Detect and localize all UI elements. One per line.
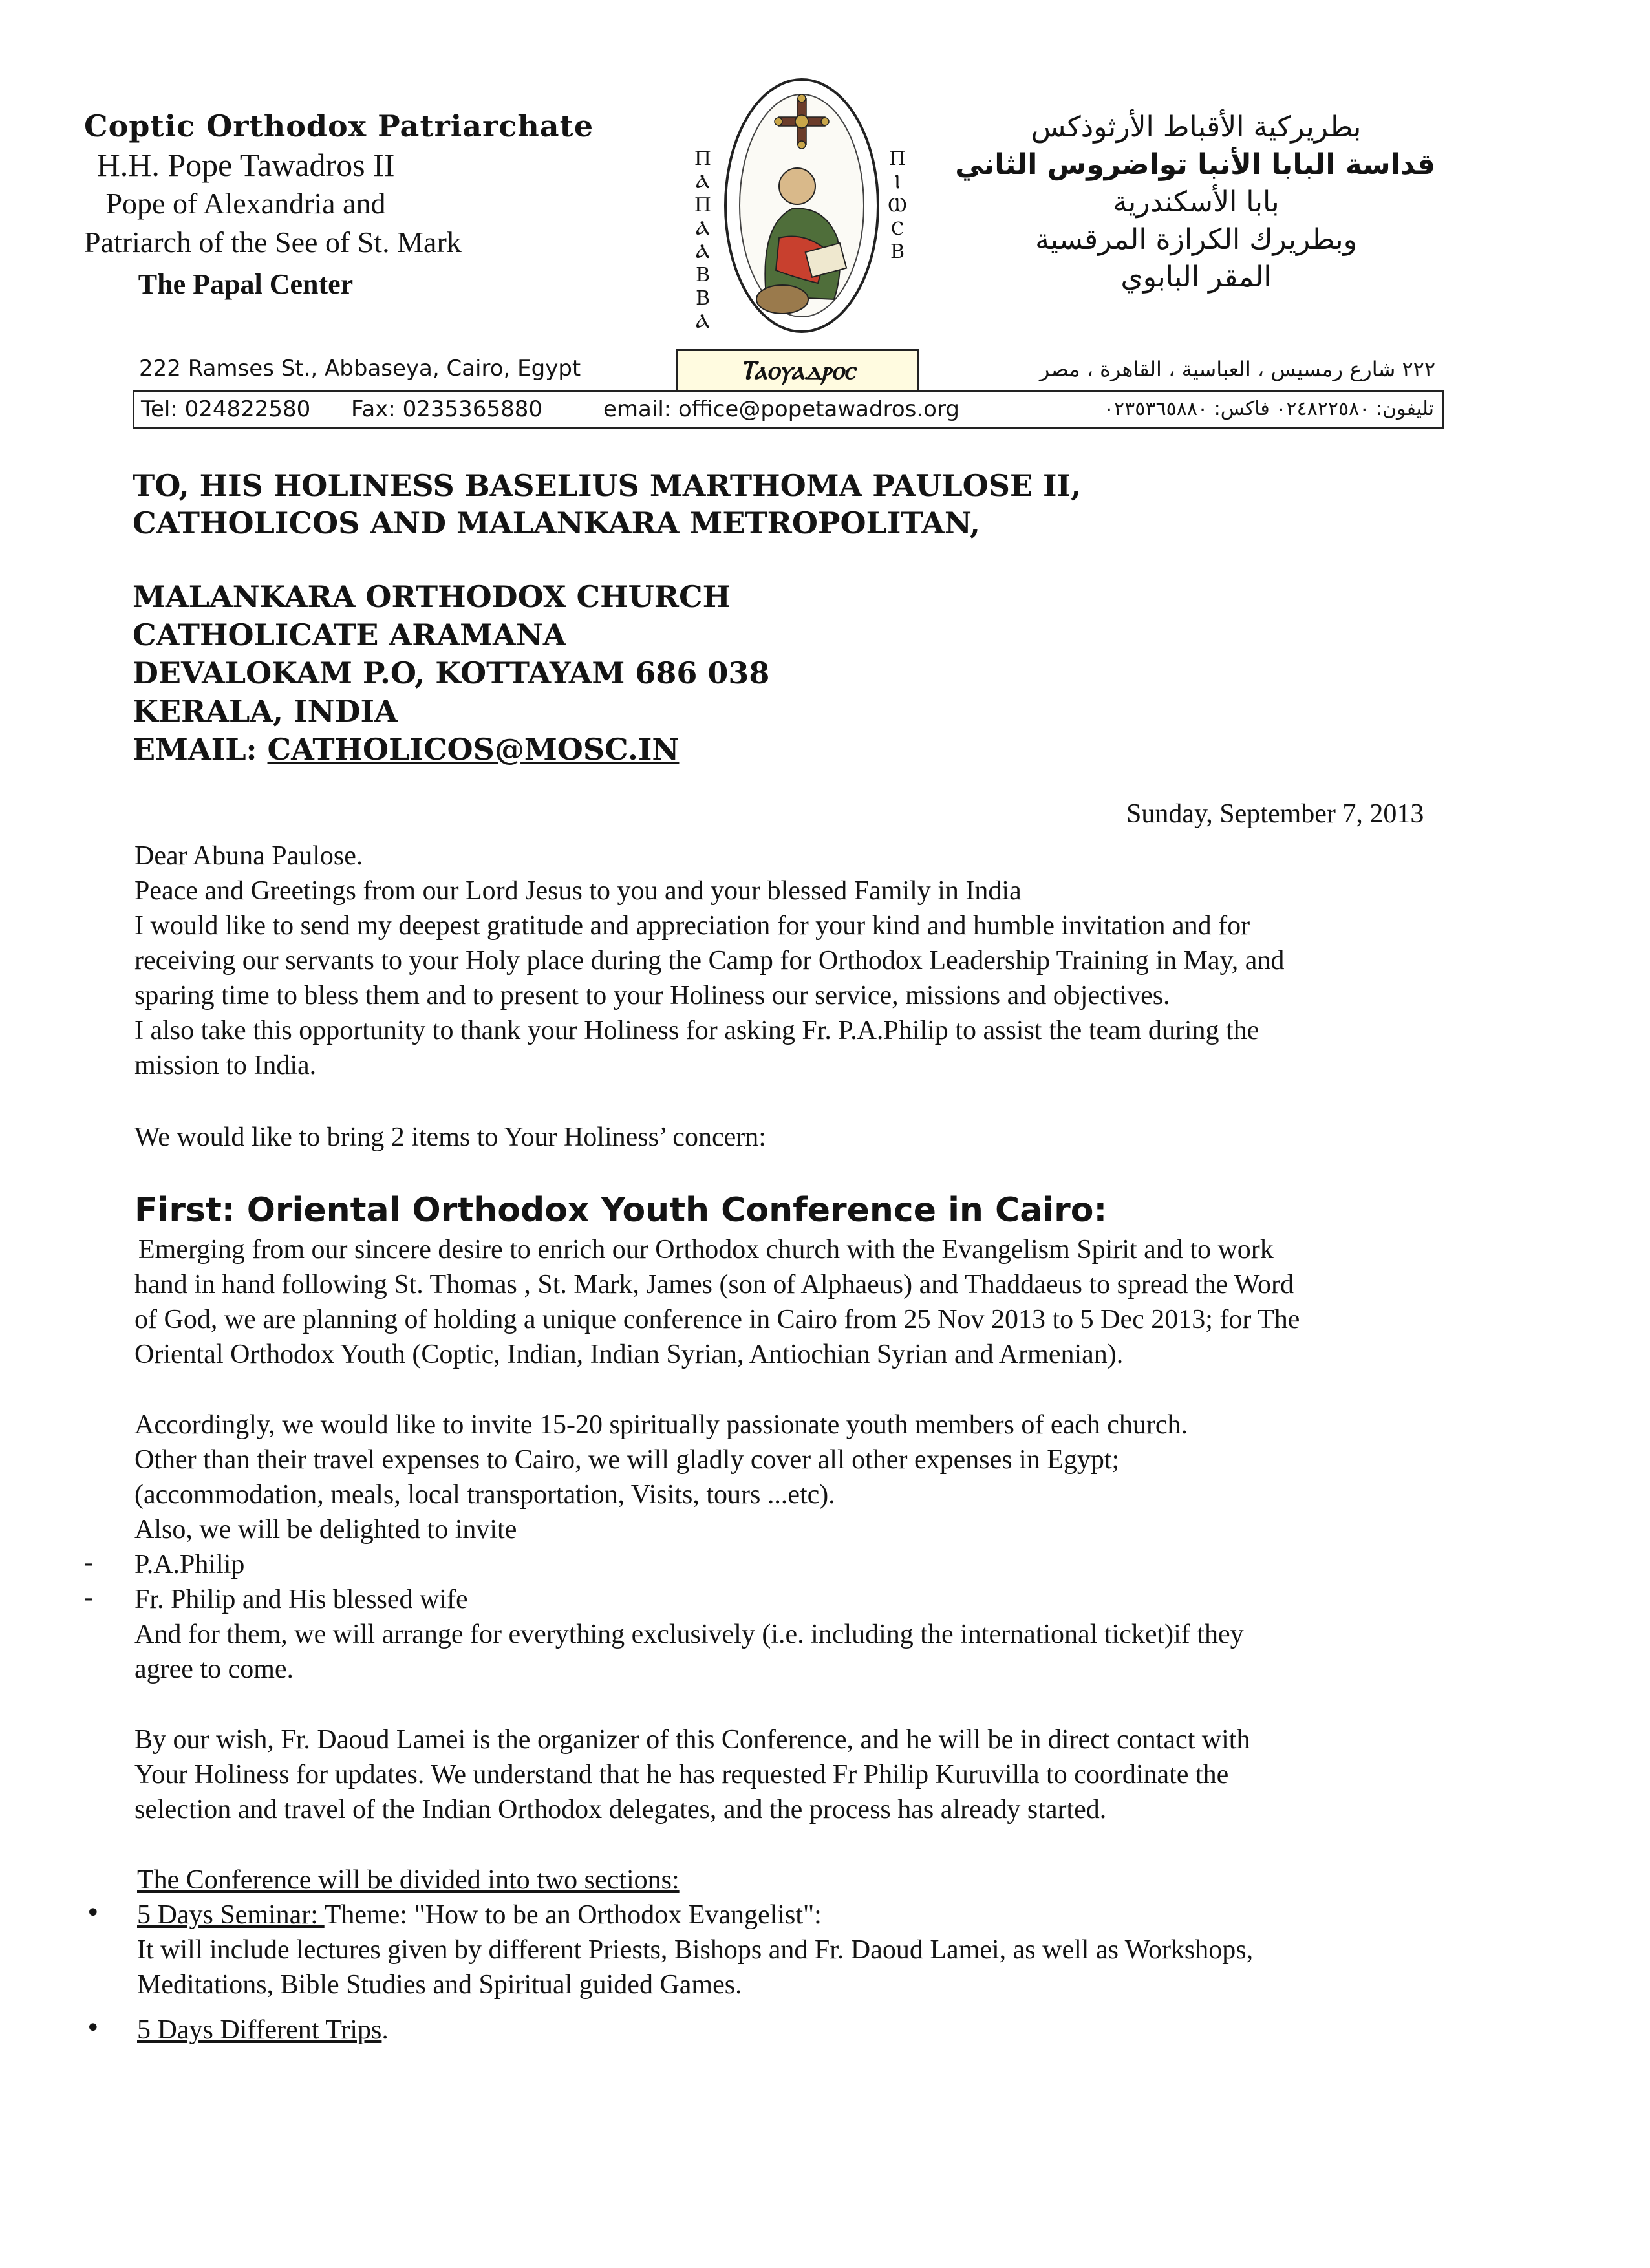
body-line: Peace and Greetings from our Lord Jesus to you and your blessed Family in India <box>134 876 1022 906</box>
addressee-email-link[interactable]: CATHOLICOS@MOSC.IN <box>267 732 680 767</box>
dash-marker: - <box>84 1548 93 1578</box>
arabic-org-name: بطريركية الأقباط الأرثوذكس <box>1031 111 1362 144</box>
body-line: Your Holiness for updates. We understand that he has requested Fr Philip Kuruvilla to coordinate the <box>134 1760 1229 1790</box>
papal-center: The Papal Center <box>138 268 354 300</box>
emblem-letter: Π <box>694 194 712 217</box>
body-line: selection and travel of the Indian Orthodox delegates, and the process has already started. <box>134 1795 1107 1824</box>
fax: Fax: 0235365880 <box>351 396 542 422</box>
addressee-line6: KERALA, INDIA <box>133 694 398 729</box>
letterhead-arabic <box>957 109 1435 296</box>
section-heading: First: Oriental Orthodox Youth Conference in Cairo: <box>134 1191 1108 1230</box>
pope-name: H.H. Pope Tawadros II <box>96 147 395 183</box>
salutation: Dear Abuna Paulose. <box>134 841 363 871</box>
email-link[interactable]: email: office@popetawadros.org <box>603 396 959 422</box>
addressee-email <box>133 731 679 768</box>
body-line: We would like to bring 2 items to Your Holiness’ concern: <box>134 1122 766 1152</box>
body-line: receiving our servants to your Holy place during the Camp for Orthodox Leadership Training in May, and <box>134 946 1285 976</box>
arabic-title-line1: بابا الأسكندرية <box>1113 186 1280 219</box>
emblem-letter: Ⲱ <box>888 194 907 217</box>
sections-heading: The Conference will be divided into two sections: <box>137 1865 680 1895</box>
pope-title-line1: Pope of Alexandria and <box>105 187 386 220</box>
body-line: By our wish, Fr. Daoud Lamei is the organizer of this Conference, and he will be in direct contact with <box>134 1725 1250 1755</box>
body-line: hand in hand following St. Thomas , St. Mark, James (son of Alphaeus) and Thaddaeus to spread the Word <box>134 1270 1294 1300</box>
address-english: 222 Ramses St., Abbaseya, Cairo, Egypt <box>139 356 581 381</box>
body-line: It will include lectures given by different Priests, Bishops and Fr. Daoud Lamei, as well as Workshops, <box>137 1935 1254 1965</box>
dash-marker: - <box>84 1583 93 1612</box>
body-line: Meditations, Bible Studies and Spiritual guided Games. <box>137 1970 742 2000</box>
emblem-letter: Π <box>694 147 712 170</box>
body-line: And for them, we will arrange for everything exclusively (i.e. including the international ticket)if they <box>134 1620 1244 1649</box>
letter-date: Sunday, September 7, 2013 <box>1126 799 1424 829</box>
emblem-letter: Ⲁ <box>696 171 710 193</box>
body-line: Also, we will be delighted to invite <box>134 1515 517 1545</box>
addressee-line1: TO, HIS HOLINESS BASELIUS MARTHOMA PAULOSE II, <box>133 468 1082 503</box>
bullet-text: Theme: "How to be an Orthodox Evangelist": <box>324 1900 822 1930</box>
emblem-letter: Ⲁ <box>696 241 710 263</box>
emblem-letter: Β <box>695 287 711 310</box>
body-line: sparing time to bless them and to present to your Holiness our service, missions and objectives. <box>134 981 1170 1011</box>
body-line: mission to India. <box>134 1051 317 1080</box>
bullet-item-seminar <box>137 1898 822 1932</box>
emblem-letter: Β <box>695 264 711 286</box>
emblem-letter: Β <box>890 241 905 263</box>
body-line: (accommodation, meals, local transportation, Visits, tours ...etc). <box>134 1480 835 1510</box>
emblem-left-letters <box>690 147 716 334</box>
emblem-letter: Ⲁ <box>696 217 710 240</box>
body-line: Accordingly, we would like to invite 15-20 spiritually passionate youth members of each church. <box>134 1410 1188 1440</box>
patriarchate-emblem <box>721 76 883 348</box>
arabic-pope-name: قداسة البابا الأنبا تواضروس الثاني <box>955 148 1435 181</box>
org-name: Coptic Orthodox Patriarchate <box>84 109 594 144</box>
bullet-label: 5 Days Different Trips <box>137 2015 382 2045</box>
bullet-suffix: . <box>381 2015 389 2045</box>
arabic-papal-center: المقر البابوي <box>1120 261 1272 294</box>
emblem-letter: Ⲁ <box>696 310 710 333</box>
bullet-item-trips <box>137 2013 389 2048</box>
body-line: I would like to send my deepest gratitude and appreciation for your kind and humble invitation and for <box>134 911 1250 941</box>
contact-bar <box>133 390 1444 429</box>
emblem-letter: Π <box>888 147 906 170</box>
bullet-marker: • <box>85 2013 101 2043</box>
emblem-name-plate: Ⲧⲁⲟⲩⲁⲇⲣⲟⲥ <box>676 349 919 392</box>
emblem-icon <box>721 76 883 348</box>
emblem-right-letters <box>884 147 910 264</box>
invitee-item: Fr. Philip and His blessed wife <box>134 1585 468 1614</box>
invitee-item: P.A.Philip <box>134 1550 245 1579</box>
body-line: Oriental Orthodox Youth (Coptic, Indian, Indian Syrian, Antiochian Syrian and Armenian). <box>134 1340 1124 1369</box>
contact-arabic: تليفون: ٠٢٤٨٢٢٥٨٠ فاكس: ٠٢٣٥٣٦٥٨٨٠ <box>1103 398 1434 420</box>
emblem-letter: Ⲥ <box>891 217 904 240</box>
addressee-line2: CATHOLICOS AND MALANKARA METROPOLITAN, <box>133 506 980 540</box>
body-line: of God, we are planning of holding a unique conference in Cairo from 25 Nov 2013 to 5 Dec 2013; for The <box>134 1305 1300 1334</box>
addressee-line4: CATHOLICATE ARAMANA <box>133 617 566 652</box>
body-line: I also take this opportunity to thank your Holiness for asking Fr. P.A.Philip to assist the team during the <box>134 1016 1259 1045</box>
addressee-line5: DEVALOKAM P.O, KOTTAYAM 686 038 <box>133 656 770 690</box>
pope-title-line2: Patriarch of the See of St. Mark <box>84 226 462 259</box>
bullet-marker: • <box>85 1898 101 1928</box>
body-line: Emerging from our sincere desire to enrich our Orthodox church with the Evangelism Spirit and to work <box>138 1235 1274 1265</box>
addressee-line3: MALANKARA ORTHODOX CHURCH <box>133 579 731 614</box>
emblem-letter: Ⲓ <box>894 171 901 193</box>
body-line: Other than their travel expenses to Cairo, we will gladly cover all other expenses in Egypt; <box>134 1445 1120 1475</box>
bullet-label: 5 Days Seminar: <box>137 1900 325 1930</box>
arabic-title-line2: وبطريرك الكرازة المرقسية <box>1035 223 1357 256</box>
address-arabic: ٢٢٢ شارع رمسيس ، العباسية ، القاهرة ، مصر <box>1039 357 1435 381</box>
telephone: Tel: 024822580 <box>141 396 311 422</box>
letterhead-english <box>84 107 594 307</box>
body-line: agree to come. <box>134 1654 294 1684</box>
email-label: EMAIL: <box>133 732 268 767</box>
